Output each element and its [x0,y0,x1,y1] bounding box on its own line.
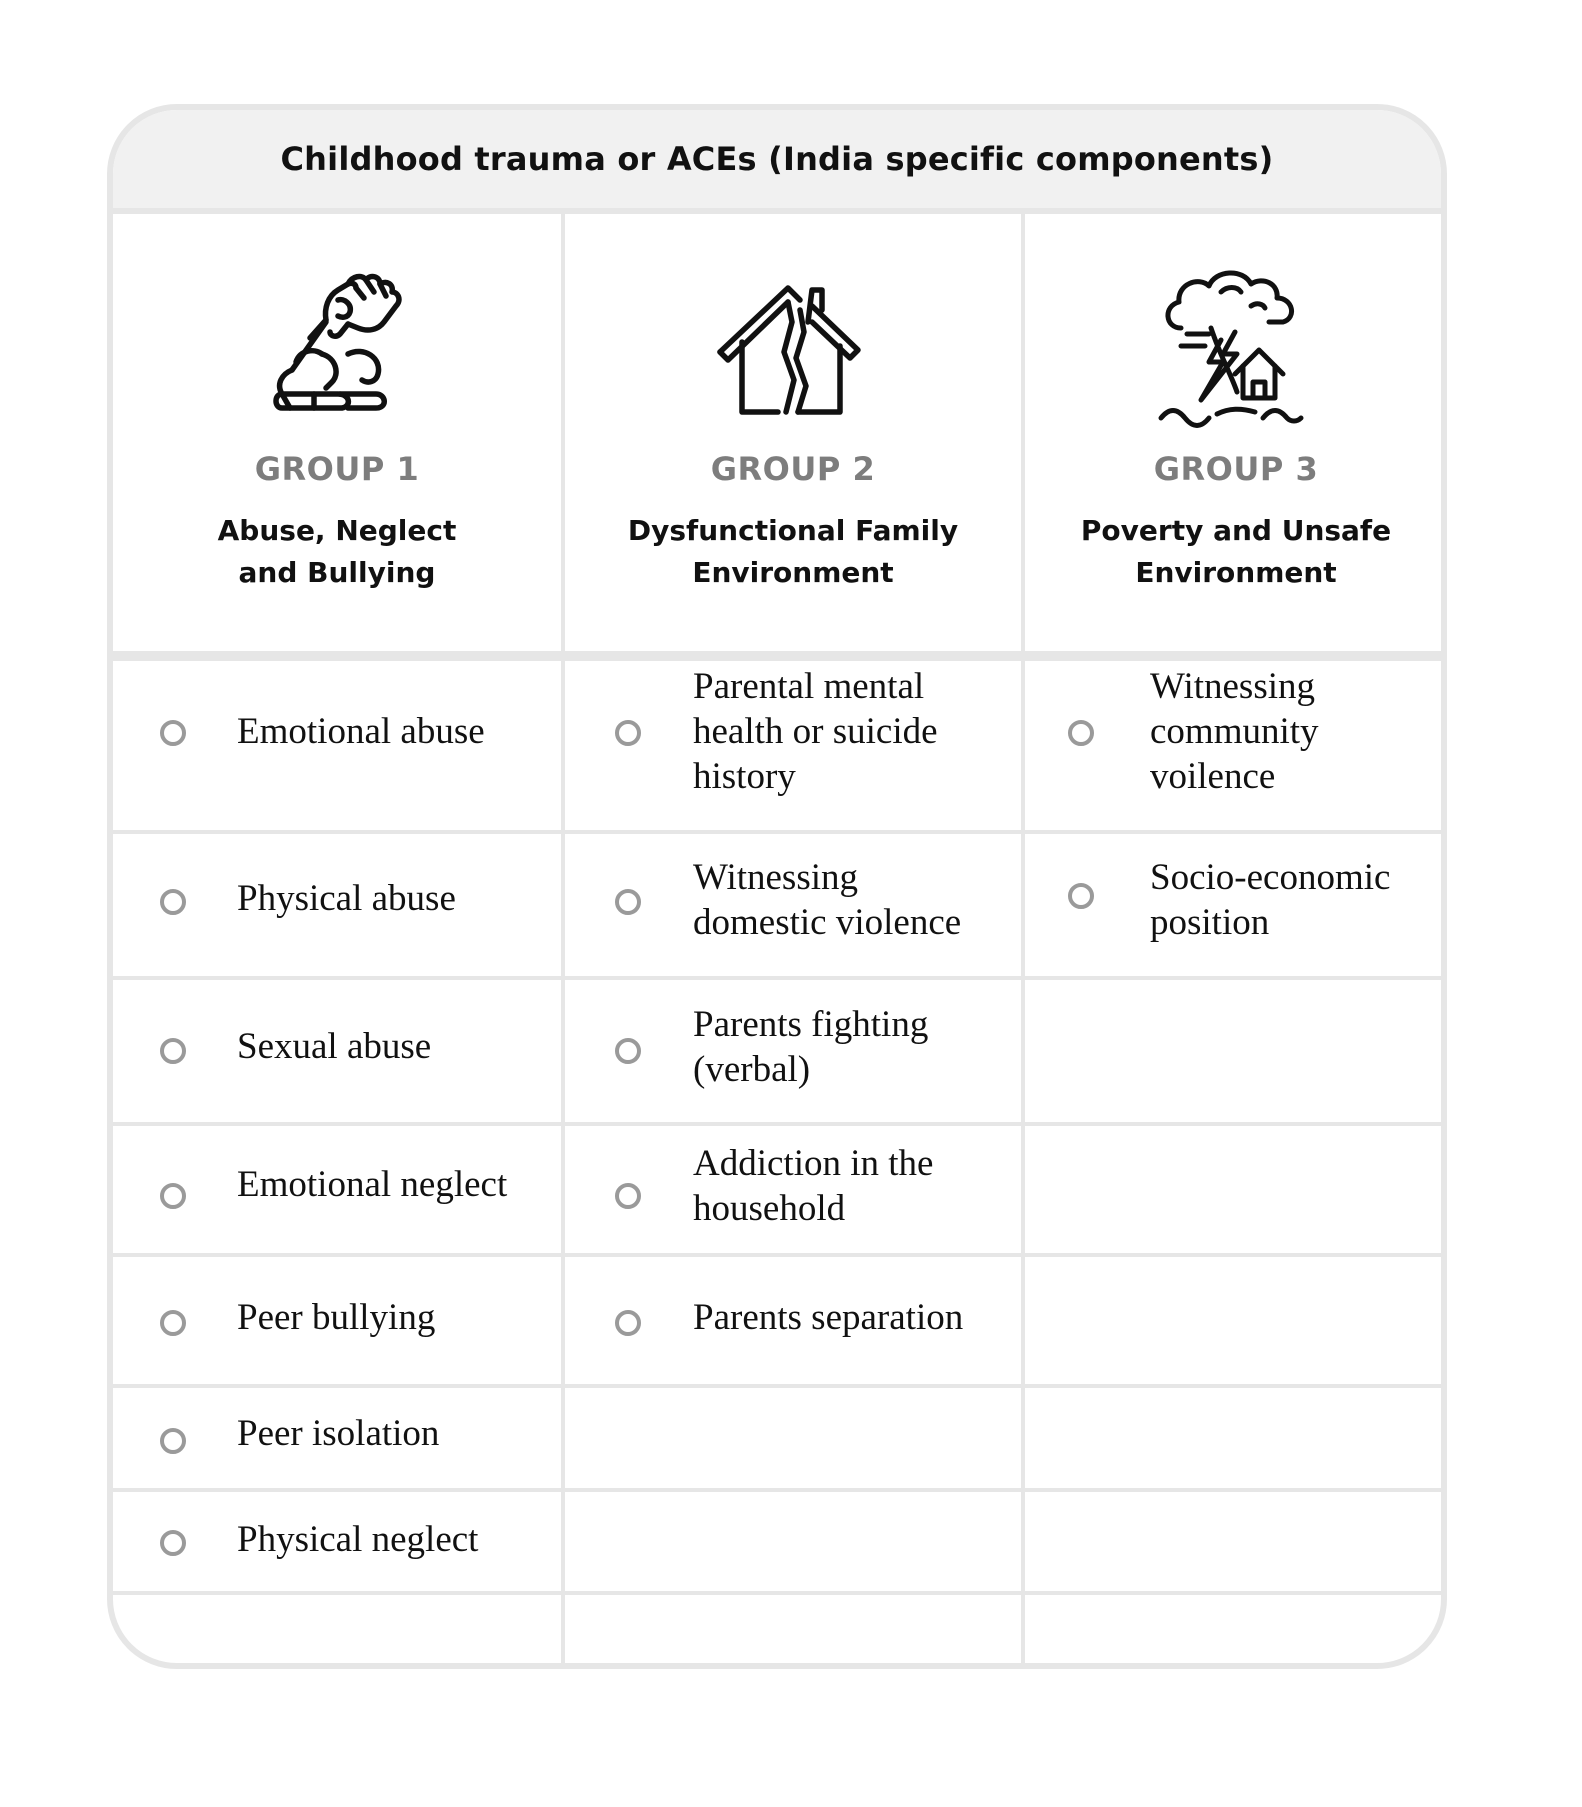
physical-neglect-checkbox[interactable] [160,1530,186,1556]
item-label [693,1141,933,1231]
group-1-header [113,214,561,754]
item-label [693,1002,928,1092]
row-divider [113,1488,1441,1492]
group-name-line: Dysfunctional Family [627,514,959,547]
group-name-line: Poverty and Unsafe [1080,514,1392,547]
item-label-line: Addiction in the [693,1143,934,1184]
item-label: Physical neglect [237,1519,479,1560]
group-name-line: and Bullying [238,556,436,589]
item-label-line: Witnessing [693,857,859,898]
item-label-line: voilence [1150,756,1276,797]
row-divider [113,1122,1441,1126]
item-label [693,1295,963,1340]
peer-bullying-checkbox[interactable] [160,1310,186,1336]
peer-isolation-checkbox[interactable] [160,1428,186,1454]
row-divider [113,1253,1441,1257]
group-name [1066,510,1406,594]
item-label [693,855,961,945]
item-label-line: (verbal) [693,1049,811,1090]
item-label [1150,855,1390,945]
item-label [693,664,938,799]
parents-separation-checkbox[interactable] [615,1310,641,1336]
item-label-line: Parental mental [693,666,925,707]
item-label-line: Socio-economic [1150,857,1391,898]
group-number: GROUP 1 [254,450,420,488]
group-name-line: Environment [692,556,894,589]
item-label-line: position [1150,902,1270,943]
item-label: Physical abuse [237,878,456,919]
item-label-line: community [1150,711,1319,752]
item-label-line: Parents separation [693,1297,964,1338]
storm-house-icon [1151,262,1321,432]
group-name [167,510,507,594]
item-label: Peer isolation [237,1413,440,1454]
row-divider [113,830,1441,834]
item-label-line: domestic violence [693,902,962,943]
item-label: Emotional abuse [237,711,485,752]
row-divider [113,976,1441,980]
row-divider [113,1384,1441,1388]
aces-table-card [107,104,1447,1669]
group-number: GROUP 3 [1153,450,1319,488]
item-label-line: health or suicide [693,711,938,752]
group-number: GROUP 2 [710,450,876,488]
parental-mental-health-checkbox[interactable] [615,720,641,746]
emotional-neglect-checkbox[interactable] [160,1183,186,1209]
witnessing-domestic-violence-checkbox[interactable] [615,889,641,915]
item-label: Emotional neglect [237,1164,508,1205]
table-title: Childhood trauma or ACEs (India specific components) [280,140,1274,178]
group-name-line: Environment [1135,556,1337,589]
row-divider [113,1591,1441,1595]
item-label-line: history [693,756,796,797]
emotional-abuse-checkbox[interactable] [160,720,186,746]
item-label [1150,664,1319,799]
item-label: Peer bullying [237,1297,436,1338]
broken-house-icon [708,262,878,432]
group-name-line: Abuse, Neglect [217,514,457,547]
group-name [623,510,963,594]
socio-economic-position-checkbox[interactable] [1068,883,1094,909]
sexual-abuse-checkbox[interactable] [160,1038,186,1064]
item-label: Sexual abuse [237,1026,432,1067]
table-header [113,110,1441,214]
item-label-line: Parents fighting [693,1004,929,1045]
physical-abuse-checkbox[interactable] [160,889,186,915]
witnessing-community-violence-checkbox[interactable] [1068,720,1094,746]
parents-fighting-checkbox[interactable] [615,1038,641,1064]
fist-over-crouching-person-icon [252,262,422,432]
addiction-in-household-checkbox[interactable] [615,1183,641,1209]
item-label-line: household [693,1188,846,1229]
item-label-line: Witnessing [1150,666,1316,707]
